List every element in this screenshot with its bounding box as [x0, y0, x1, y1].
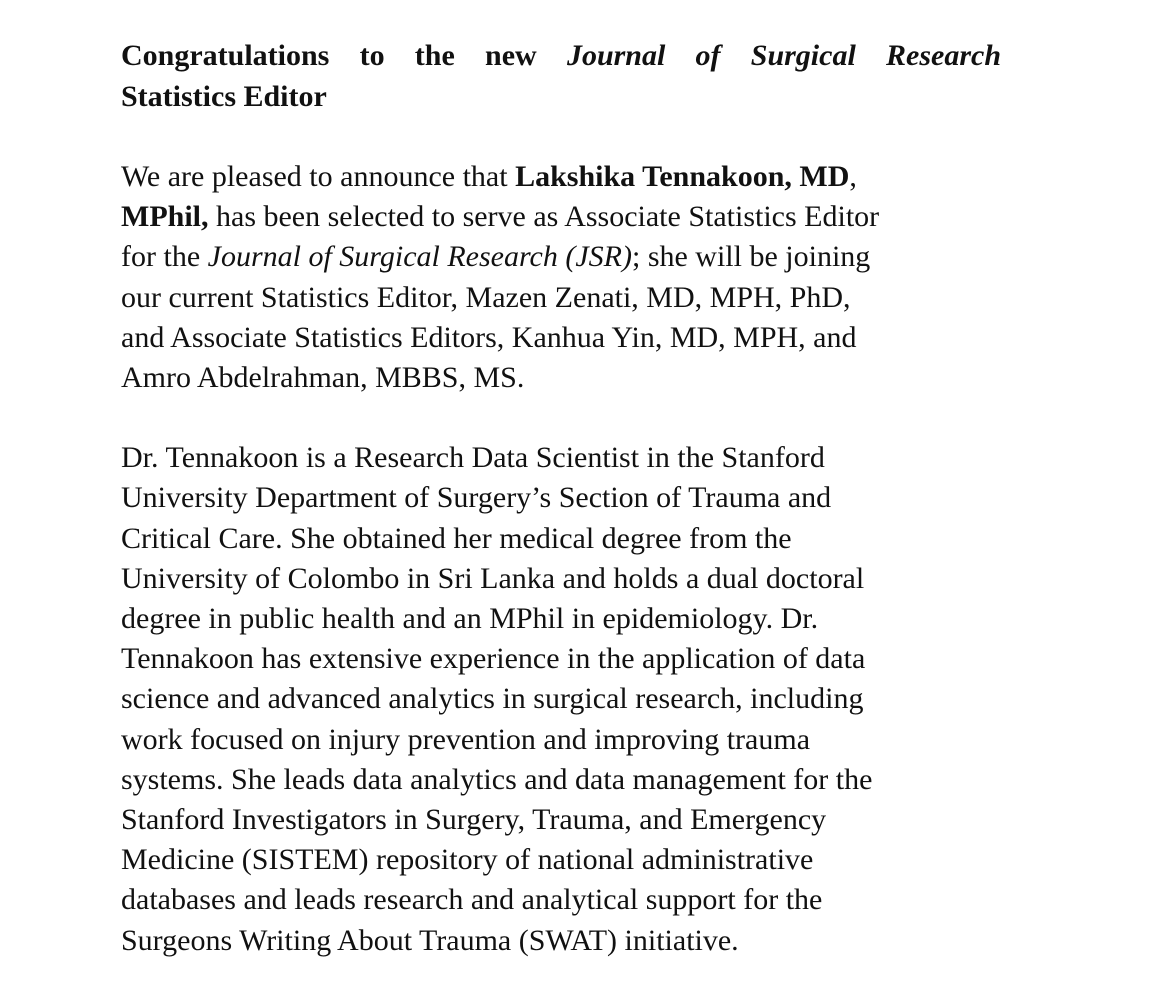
- announcement-document: [121, 36, 1001, 961]
- joining-text: ; she will be joining: [631, 240, 871, 274]
- paragraph-spacer: [121, 117, 1001, 157]
- bio-line: Critical Care. She obtained her medical degree from the: [121, 521, 792, 555]
- role-text: has been selected to serve as Associate Statistics Editor: [208, 200, 880, 234]
- bio-line: Medicine (SISTEM) repository of national administrative: [121, 843, 814, 877]
- paragraph-line: [121, 197, 1001, 237]
- editor-credentials: MPhil,: [121, 200, 209, 234]
- heading-prefix: Congratulations to the new: [121, 39, 537, 72]
- bio-line: science and advanced analytics in surgical research, including: [121, 682, 864, 716]
- biography-paragraph: [121, 438, 1001, 961]
- paragraph-spacer: [121, 398, 1001, 438]
- bio-line: systems. She leads data analytics and data management for the: [121, 762, 873, 796]
- editor-name: Lakshika Tennakoon, MD: [515, 160, 850, 193]
- announcement-heading: [121, 36, 1001, 117]
- bio-line: Tennakoon has extensive experience in the application of data: [121, 642, 866, 676]
- bio-line: work focused on injury prevention and improving trauma: [121, 722, 811, 756]
- announcement-paragraph: [121, 157, 1001, 398]
- heading-line-1: [121, 36, 1001, 77]
- heading-journal-title: Journal of Surgical Research: [566, 39, 1002, 72]
- bio-line: University Department of Surgery’s Section of Trauma and: [121, 481, 832, 515]
- bio-line: University of Colombo in Sri Lanka and holds a dual doctoral: [121, 561, 865, 595]
- paragraph-line: Amro Abdelrahman, MBBS, MS.: [121, 361, 525, 395]
- bio-line: Dr. Tennakoon is a Research Data Scientist in the Stanford: [121, 441, 825, 475]
- bio-line: degree in public health and an MPhil in epidemiology. Dr.: [121, 602, 819, 636]
- journal-title: Journal of Surgical Research (JSR): [207, 240, 632, 274]
- intro-text: We are pleased to announce that: [121, 160, 516, 193]
- paragraph-line: our current Statistics Editor, Mazen Zenati, MD, MPH, PhD,: [121, 280, 851, 314]
- comma-text: ,: [849, 160, 857, 193]
- heading-line-2: Statistics Editor: [121, 79, 327, 113]
- for-text: for the: [121, 240, 208, 274]
- paragraph-line: [121, 157, 1001, 197]
- bio-line: Surgeons Writing About Trauma (SWAT) initiative.: [121, 923, 739, 957]
- bio-line: Stanford Investigators in Surgery, Trauma, and Emergency: [121, 803, 827, 837]
- bio-line: databases and leads research and analytical support for the: [121, 883, 823, 917]
- paragraph-line: [121, 237, 1001, 277]
- paragraph-line: and Associate Statistics Editors, Kanhua Yin, MD, MPH, and: [121, 320, 857, 354]
